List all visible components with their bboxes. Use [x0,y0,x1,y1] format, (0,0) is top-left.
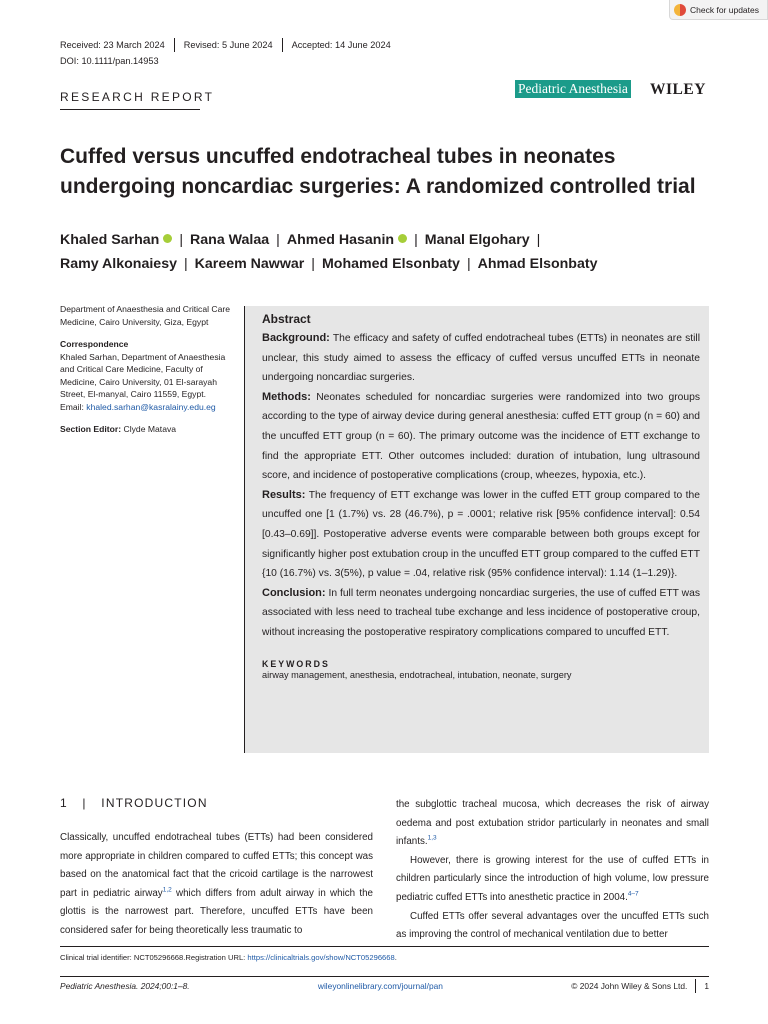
intro-column-2 [396,796,709,945]
check-for-updates-label: Check for updates [690,4,759,15]
author-name: Manal Elgohary [424,232,530,248]
check-for-updates-button[interactable] [669,0,768,20]
page-footer [60,979,709,993]
orcid-icon[interactable] [398,234,407,243]
journal-url[interactable]: wileyonlinelibrary.com/journal/pan [317,981,443,991]
keywords-heading: KEYWORDS [262,658,330,669]
author-list: Khaled Sarhan | Rana Walaa | Ahmed Hasanin | Manal Elgohary | Ramy Alkonaiesy | Kareem Nawwar | Mohamed Elsonbaty | Ahmad Elsonbaty [60,232,598,272]
author-name: Khaled Sarhan [60,232,160,248]
author[interactable] [478,256,598,272]
divider [695,979,696,993]
section-heading [60,796,208,810]
email-link[interactable]: khaled.sarhan@kasralainy.edu.eg [86,401,216,412]
author[interactable] [322,256,460,272]
footer-right [571,979,709,993]
conclusion-text: In full term neonates undergoing noncardiac surgeries, the use of cuffed ETT was associated with less need to tracheal tube exchange and less incidence of postoperative croup, without increasing the postoperative respiratory complications compared to uncuffed ETT. [262,587,700,638]
article-title: Cuffed versus uncuffed endotracheal tubes in neonates undergoing noncardiac surgeries: A randomized controlled trial [60,145,696,198]
article-dates [60,38,391,52]
journal-logo: Pediatric Anesthesia [515,80,631,98]
section-editor [60,423,235,436]
correspondence-label: Correspondence [60,339,129,349]
crossmark-icon [674,4,686,16]
methods-label: Methods: [262,390,311,403]
author-name: Ahmed Hasanin [286,232,395,248]
section-editor-name: Clyde Matava [123,424,177,434]
accepted-date: Accepted: 14 June 2024 [291,40,391,50]
footnote [60,953,397,962]
author[interactable] [425,232,530,248]
section-label: RESEARCH REPORT [60,90,215,104]
footnote-end: . [394,953,397,962]
section-title: INTRODUCTION [101,796,208,810]
affiliation: Department of Anaesthesia and Critical Care Medicine, Cairo University, Giza, Egypt [60,304,231,327]
reference-link[interactable]: 1,2 [162,886,172,894]
body-text: which differs from adult airway in which the glottis is the narrowest part. Therefore, uncuffed ETTs have been considered safer for being theoretically less traumatic to [60,887,374,936]
reference-link[interactable]: 1,3 [427,834,437,842]
author[interactable] [60,256,177,272]
footnote-rule [60,946,709,947]
email-label: Email: [60,401,84,412]
body-paragraph [396,852,709,908]
body-paragraph [396,796,709,852]
author-name: Kareem Nawwar [194,256,305,272]
abstract-rule [244,306,245,753]
methods-text: Neonates scheduled for noncardiac surgeries were randomized into two groups according to the type of airway device during general anesthesia: cuffed ETT group (n = 60) and the uncuffed ETT group (n = 60). The primary outcome was the incidence of ETT exchange to find the appropriate ETT. Other outcomes included: duration of intubation, lung ultrasound score, and incidence of postoperative complications (croup, wheezes, hypoxia, etc.). [262,391,700,482]
author-name: Ahmad Elsonbaty [477,256,598,272]
body-text: the subglottic tracheal mucosa, which decreases the risk of airway oedema and post extubation stridor particularly in neonates and small infants. [396,799,709,848]
correspondence-text: Khaled Sarhan, Department of Anaesthesia and Critical Care Medicine, Faculty of Medicine, Cairo University, 01 El-sarayah Street, El-manyal, Cairo 11559, Egypt. [60,351,226,399]
divider [282,38,283,52]
publisher-logo: WILEY [650,81,706,98]
correspondence [60,338,235,413]
author[interactable] [195,256,305,272]
divider: | [82,796,87,810]
abstract-background [262,329,700,388]
author[interactable] [287,232,407,248]
author-name: Mohamed Elsonbaty [321,256,460,272]
keywords: airway management, anesthesia, endotracheal, intubation, neonate, surgery [262,669,572,680]
section-editor-label: Section Editor: [60,424,122,434]
abstract-box [244,306,709,753]
body-text: Classically, uncuffed endotracheal tubes (ETTs) had been considered more appropriate in children compared to cuffed ETTs; this concept was based on the anatomical fact that the cricoid cartilage is the narrowest part in pediatric airway [60,832,373,899]
abstract-conclusion [262,584,700,643]
affiliation-sidebar [60,303,235,446]
body-paragraph [60,829,373,941]
trial-registration-link[interactable]: https://clinicaltrials.gov/show/NCT05296668 [247,953,395,962]
divider [174,38,175,52]
abstract-methods [262,388,700,486]
results-label: Results: [262,488,306,501]
conclusion-label: Conclusion: [262,586,326,599]
background-label: Background: [262,332,330,344]
received-date: Received: 23 March 2024 [60,40,165,50]
abstract-results [262,486,700,584]
copyright: © 2024 John Wiley & Sons Ltd. [571,981,688,991]
footer-rule [60,976,709,977]
results-text: The frequency of ETT exchange was lower in the cuffed ETT group compared to the uncuffed one [1 (1.7%) vs. 28 (46.7%), p = .0001; relative risk [95% confidence interval]: 0.54 [0.43–0.69]]. Postoperative adverse events were comparable between both groups except for significantly higher post extubation croup in the uncuffed ETT group compared to the cuffed ETT {10 (16.7%) vs. 3(5%), p value = .04, relative risk (95% confidence interval): 1.14 (1–1.29)}. [262,489,700,580]
body-text: However, there is growing interest for the use of cuffed ETTs in children particularly since the introduction of high volume, low pressure pediatric cuffed ETTs into anesthetic practice in 2004. [396,854,709,903]
footnote-text: Clinical trial identifier: NCT05296668.Registration URL: [60,953,248,962]
orcid-icon[interactable] [163,234,172,243]
revised-date: Revised: 5 June 2024 [183,40,273,50]
background-text: The efficacy and safety of cuffed endotracheal tubes (ETTs) in neonates are still unclear, this study aimed to assess the efficacy of cuffed versus uncuffed ETTs in neonate undergoing noncardiac surgeries. [262,333,700,384]
author-name: Ramy Alkonaiesy [60,256,177,272]
body-paragraph [396,908,709,945]
author[interactable] [60,232,172,248]
intro-column-1 [60,829,373,941]
body-text: Cuffed ETTs offer several advantages over the uncuffed ETTs such as improving the control of mechanical ventilation due to better [396,910,709,941]
author-name: Rana Walaa [190,232,270,248]
page-number: 1 [704,981,709,991]
abstract-heading: Abstract [262,312,311,326]
author[interactable] [190,232,269,248]
reference-link[interactable]: 4–7 [627,890,639,898]
doi[interactable]: DOI: 10.1111/pan.14953 [60,56,159,66]
section-underline [60,109,200,110]
section-number: 1 [60,796,68,810]
citation: Pediatric Anesthesia. 2024;00:1–8. [60,981,190,991]
